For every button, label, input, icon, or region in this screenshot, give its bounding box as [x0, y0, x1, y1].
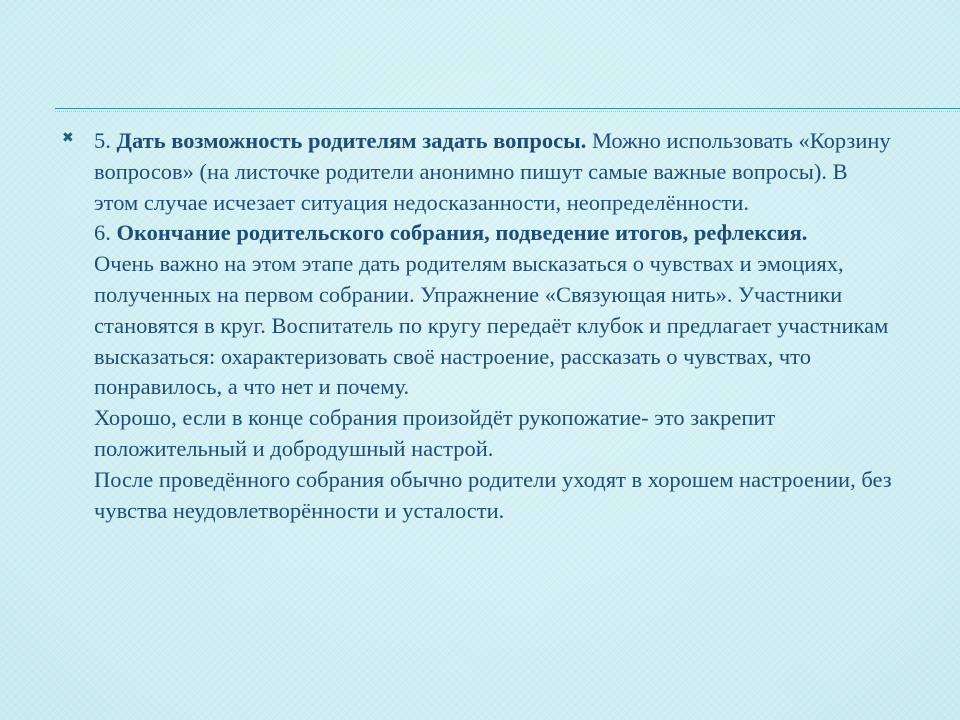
step-title-ending: Окончание родительского собрания, подведение итогов, рефлексия.	[116, 220, 808, 246]
paragraph-exercise: Очень важно на этом этапе дать родителям высказаться о чувствах и эмоциях, полученных на первом собрании. Упражнение «Связующая нить». Участники становятся в круг. Воспитатель по кругу передаёт клубок и предлагает участникам высказаться: охарактеризовать своё настроение, рассказать о чувствах, что понравилось, а что нет и почему.	[94, 251, 889, 400]
step-text-questions: Можно использовать «Корзину вопросов» (на листочке родители анонимно пишут самые важные вопросы). В этом случае исчезает ситуация недосказанности, неопределённости.	[94, 128, 891, 215]
slide-content	[62, 126, 892, 526]
paragraph-handshake: Хорошо, если в конце собрания произойдёт рукопожатие- это закрепит положительный и добродушный настрой.	[94, 405, 776, 461]
paragraph-ending	[94, 218, 892, 249]
bullet-x-icon: ✖	[62, 130, 74, 146]
step-number-6: 6.	[94, 220, 111, 246]
step-title-questions: Дать возможность родителям задать вопросы.	[116, 128, 587, 153]
paragraph-questions	[94, 126, 892, 218]
paragraph-conclusion: После проведённого собрания обычно родители уходят в хорошем настроении, без чувства неудовлетворённости и усталости.	[94, 466, 892, 523]
top-divider-line	[55, 108, 960, 109]
step-number-5: 5.	[94, 128, 111, 153]
body-text	[94, 126, 892, 526]
top-divider-dots	[55, 111, 960, 112]
